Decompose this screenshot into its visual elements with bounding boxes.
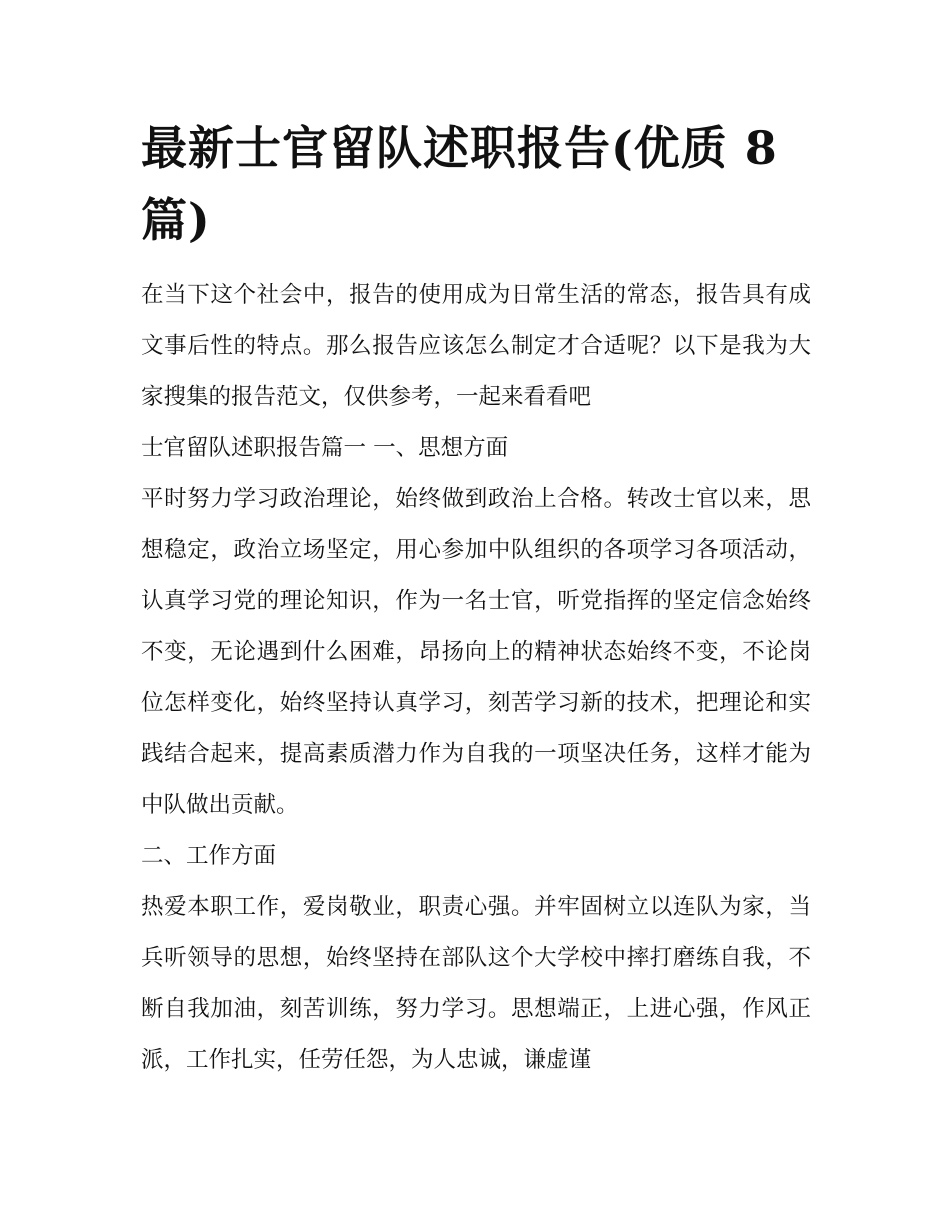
document-body (141, 112, 811, 1086)
work-paragraph: 热爱本职工作，爱岗敬业，职责心强。并牢固树立以连队为家，当兵听领导的思想，始终坚持在部队这个大学校中摔打磨练自我，不断自我加油，刻苦训练，努力学习。思想端正，上进心强，作风正派，工作扎实，任劳任怨，为人忠诚，谦虚谨 (141, 894, 811, 1073)
thought-paragraph: 平时努力学习政治理论，始终做到政治上合格。转改士官以来，思想稳定，政治立场坚定，用心参加中队组织的各项学习各项活动，认真学习党的理论知识，作为一名士官，听党指挥的坚定信念始终不变，无论遇到什么困难，昂扬向上的精神状态始终不变，不论岗位怎样变化，始终坚持认真学习，刻苦学习新的技术，把理论和实践结合起来，提高素质潜力作为自我的一项坚决任务，这样才能为中队做出贡献。 (141, 486, 811, 818)
section-heading-work: 二、工作方面 (141, 843, 277, 869)
section-heading-chapter-one: 士官留队述职报告篇一 一、思想方面 (141, 435, 509, 461)
intro-paragraph: 在当下这个社会中，报告的使用成为日常生活的常态，报告具有成文事后性的特点。那么报告应该怎么制定才合适呢？以下是我为大家搜集的报告范文，仅供参考，一起来看看吧 (141, 282, 811, 410)
document-title: 最新士官留队述职报告(优质 8 篇) (141, 121, 778, 247)
